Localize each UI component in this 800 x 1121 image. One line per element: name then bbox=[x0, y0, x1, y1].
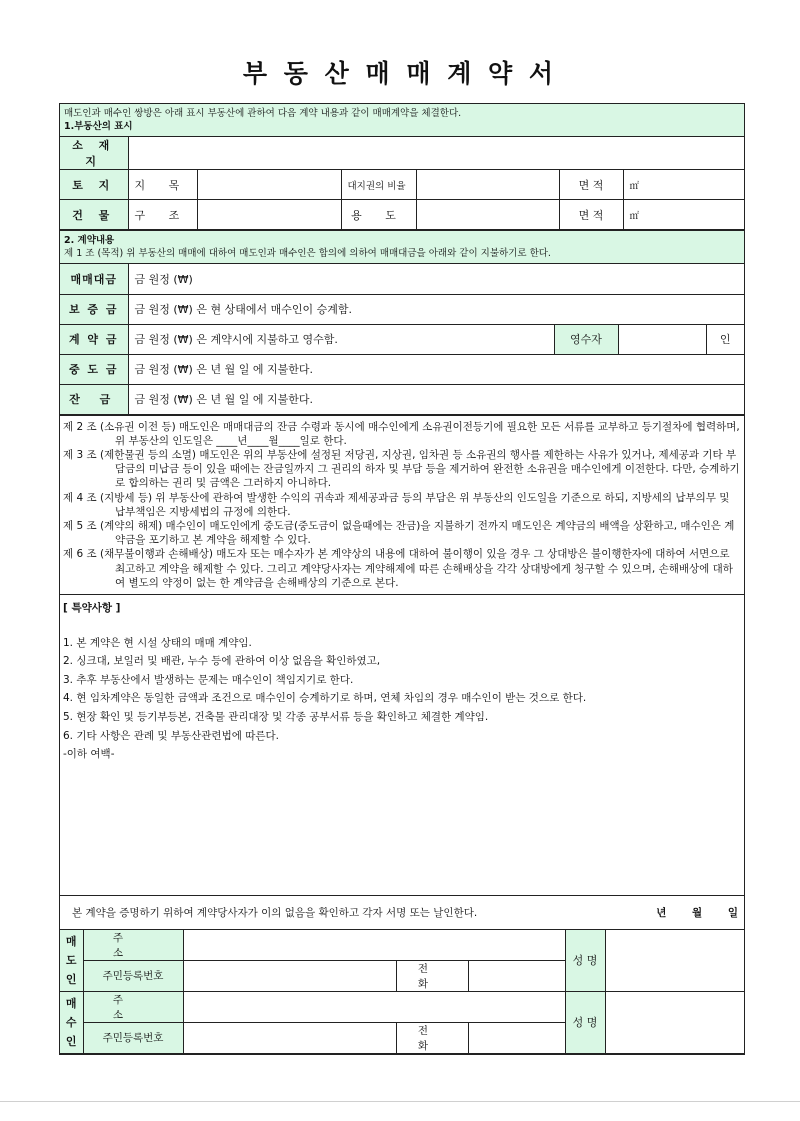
land-category-field[interactable] bbox=[197, 170, 341, 200]
payment-text[interactable]: 금 원정 (₩) 은 년 월 일 에 지불한다. bbox=[128, 354, 744, 384]
buyer-phone-field[interactable] bbox=[468, 1022, 565, 1053]
location-field[interactable] bbox=[128, 137, 744, 170]
attestation-date[interactable]: 년 월 일 bbox=[656, 906, 738, 919]
special-item: 1. 본 계약은 현 시설 상태의 매매 계약임. bbox=[63, 636, 252, 649]
payment-row bbox=[60, 324, 744, 354]
payment-text[interactable]: 금 원정 (₩) 은 년 월 일 에 지불한다. bbox=[128, 384, 744, 414]
seller-id-label: 주민등록번호 bbox=[83, 960, 183, 991]
land-area-label: 면 적 bbox=[559, 170, 623, 200]
special-item: -이하 여백- bbox=[63, 748, 115, 761]
attestation bbox=[60, 896, 744, 930]
buyer-id-field[interactable] bbox=[183, 1022, 396, 1053]
location-label: 소 재 지 bbox=[60, 137, 128, 170]
payment-row bbox=[60, 264, 744, 294]
special-item: 4. 현 임차계약은 동일한 금액과 조건으로 매수인이 승계하기로 하며, 연체 차임의 경우 매수인이 받는 것으로 한다. bbox=[63, 692, 587, 705]
buyer-id-label: 주민등록번호 bbox=[83, 1022, 183, 1053]
structure-field[interactable] bbox=[197, 200, 341, 230]
seller-name-field[interactable] bbox=[605, 930, 744, 992]
special-terms-heading: [ 특약사항 ] bbox=[63, 601, 121, 614]
document-title: 부 동 산 매 매 계 약 서 bbox=[242, 59, 558, 88]
buyer-name-field[interactable] bbox=[605, 991, 744, 1053]
buyer-name-label: 성 명 bbox=[565, 991, 605, 1053]
seal-mark: 인 bbox=[706, 324, 744, 354]
seller-address-field[interactable] bbox=[183, 930, 565, 961]
section2-heading: 2. 계약내용 bbox=[64, 235, 115, 246]
contract-sheet bbox=[59, 103, 745, 1055]
special-item: 6. 기타 사항은 관례 및 부동산관련법에 따른다. bbox=[63, 729, 279, 742]
payment-text[interactable]: 금 원정 (₩) 은 계약시에 지불하고 영수함. bbox=[128, 324, 554, 354]
receiver-field[interactable] bbox=[618, 324, 706, 354]
land-category-label: 지 목 bbox=[128, 170, 197, 200]
buyer-label: 매 수 인 bbox=[60, 991, 83, 1053]
land-label: 토 지 bbox=[60, 170, 128, 200]
land-area-unit[interactable]: ㎡ bbox=[623, 170, 744, 200]
building-area-label: 면 적 bbox=[559, 200, 623, 230]
land-ratio-label: 대지권의 비율 bbox=[341, 170, 416, 200]
special-item: 2. 싱크대, 보일러 및 배관, 누수 등에 관하여 이상 없음을 확인하였고, bbox=[63, 655, 381, 668]
payment-label: 보 증 금 bbox=[60, 294, 128, 324]
payment-row bbox=[60, 354, 744, 384]
special-terms[interactable] bbox=[60, 595, 744, 896]
use-field[interactable] bbox=[416, 200, 559, 230]
payment-label: 매매대금 bbox=[60, 264, 128, 294]
seller-label: 매 도 인 bbox=[60, 930, 83, 992]
receiver-label: 영수자 bbox=[554, 324, 618, 354]
section2-band bbox=[60, 230, 744, 264]
clause-6: 제 6 조 (채무불이행과 손해배상) 매도자 또는 매수자가 본 계약상의 내용에 대하여 불이행이 있을 경우 그 상대방은 불이행한자에 대하여 서면으로 최고하고 계약을 해제할 수 있다. 그리고 계약당사자는 계약해제에 따른 손해배상을 각각 상대방에게 청구할 수 있으며, 손해배상에 대하여 별도의 약정이 없는 한 계약금을 손해배상의 기준으로 본다. bbox=[63, 548, 733, 589]
land-ratio-field[interactable] bbox=[416, 170, 559, 200]
special-item: 5. 현장 확인 및 등기부등본, 건축물 관리대장 및 각종 공부서류 등을 확인하고 체결한 계약임. bbox=[63, 710, 489, 723]
buyer-address-label: 주 소 bbox=[83, 991, 183, 1022]
payment-row bbox=[60, 384, 744, 414]
use-label: 용 도 bbox=[341, 200, 416, 230]
building-area-unit[interactable]: ㎡ bbox=[623, 200, 744, 230]
seller-address-label: 주 소 bbox=[83, 930, 183, 961]
attestation-text: 본 계약을 증명하기 위하여 계약당사자가 이의 없음을 확인하고 각자 서명 또는 날인한다. bbox=[72, 906, 478, 919]
payment-label: 잔 금 bbox=[60, 384, 128, 414]
buyer-phone-label: 전 화 bbox=[396, 1022, 468, 1053]
clause-5: 제 5 조 (계약의 해제) 매수인이 매도인에게 중도금(중도금이 없을때에는 잔금)을 지불하기 전까지 매도인은 계약금의 배액을 상환하고, 매수인은 계약금을 포기하고 본 계약을 해제할 수 있다. bbox=[63, 519, 735, 547]
clause1-text: 제 1 조 (목적) 위 부동산의 매매에 대하여 매도인과 매수인은 합의에 의하여 매매대금을 아래와 같이 지불하기로 한다. bbox=[64, 248, 551, 259]
seller-phone-label: 전 화 bbox=[396, 960, 468, 991]
parties-table bbox=[60, 930, 744, 1054]
seller-name-label: 성 명 bbox=[565, 930, 605, 992]
property-table bbox=[60, 137, 744, 230]
payment-text[interactable]: 금 원정 (₩) bbox=[128, 264, 744, 294]
structure-label: 구 조 bbox=[128, 200, 197, 230]
payment-table bbox=[60, 264, 744, 415]
intro-text: 매도인과 매수인 쌍방은 아래 표시 부동산에 관하여 다음 계약 내용과 같이 매매계약을 체결한다. bbox=[64, 108, 462, 119]
payment-label: 계 약 금 bbox=[60, 324, 128, 354]
buyer-address-field[interactable] bbox=[183, 991, 565, 1022]
seller-id-field[interactable] bbox=[183, 960, 396, 991]
seller-phone-field[interactable] bbox=[468, 960, 565, 991]
special-item: 3. 추후 부동산에서 발생하는 문제는 매수인이 책임지기로 한다. bbox=[63, 673, 354, 686]
payment-label: 중 도 금 bbox=[60, 354, 128, 384]
clause-4: 제 4 조 (지방세 등) 위 부동산에 관하여 발생한 수익의 귀속과 제세공과금 등의 부담은 위 부동산의 인도일을 기준으로 하되, 지방세의 납부의무 및 납부책임은 지방세법의 규정에 의한다. bbox=[63, 491, 730, 518]
section1-heading: 1.부동산의 표시 bbox=[64, 121, 133, 132]
payment-text[interactable]: 금 원정 (₩) 은 현 상태에서 매수인이 승계함. bbox=[128, 294, 744, 324]
clause-2: 제 2 조 (소유권 이전 등) 매도인은 매매대금의 잔금 수령과 동시에 매수인에게 소유권이전등기에 필요한 모든 서류를 교부하고 등기절차에 협력하며, 위 부동산의 인도일은 ____년____월____일로 한다. bbox=[63, 420, 740, 447]
clause-3: 제 3 조 (제한물권 등의 소멸) 매도인은 위의 부동산에 설정된 저당권, 지상권, 임차권 등 소유권의 행사를 제한하는 사유가 있거나, 제세공과 기타 부담금의 미납금 등이 있을 때에는 잔금일까지 그 권리의 하자 및 부담 등을 제거하여 완전한 소유권을 매수인에게 이전한다. 다만, 승계하기로 합의하는 권리 및 금액은 그러하지 아니하다. bbox=[63, 448, 740, 490]
payment-row bbox=[60, 294, 744, 324]
clauses-block bbox=[60, 415, 744, 595]
page-divider bbox=[0, 1101, 800, 1102]
building-label: 건 물 bbox=[60, 200, 128, 230]
intro-band bbox=[60, 104, 744, 137]
